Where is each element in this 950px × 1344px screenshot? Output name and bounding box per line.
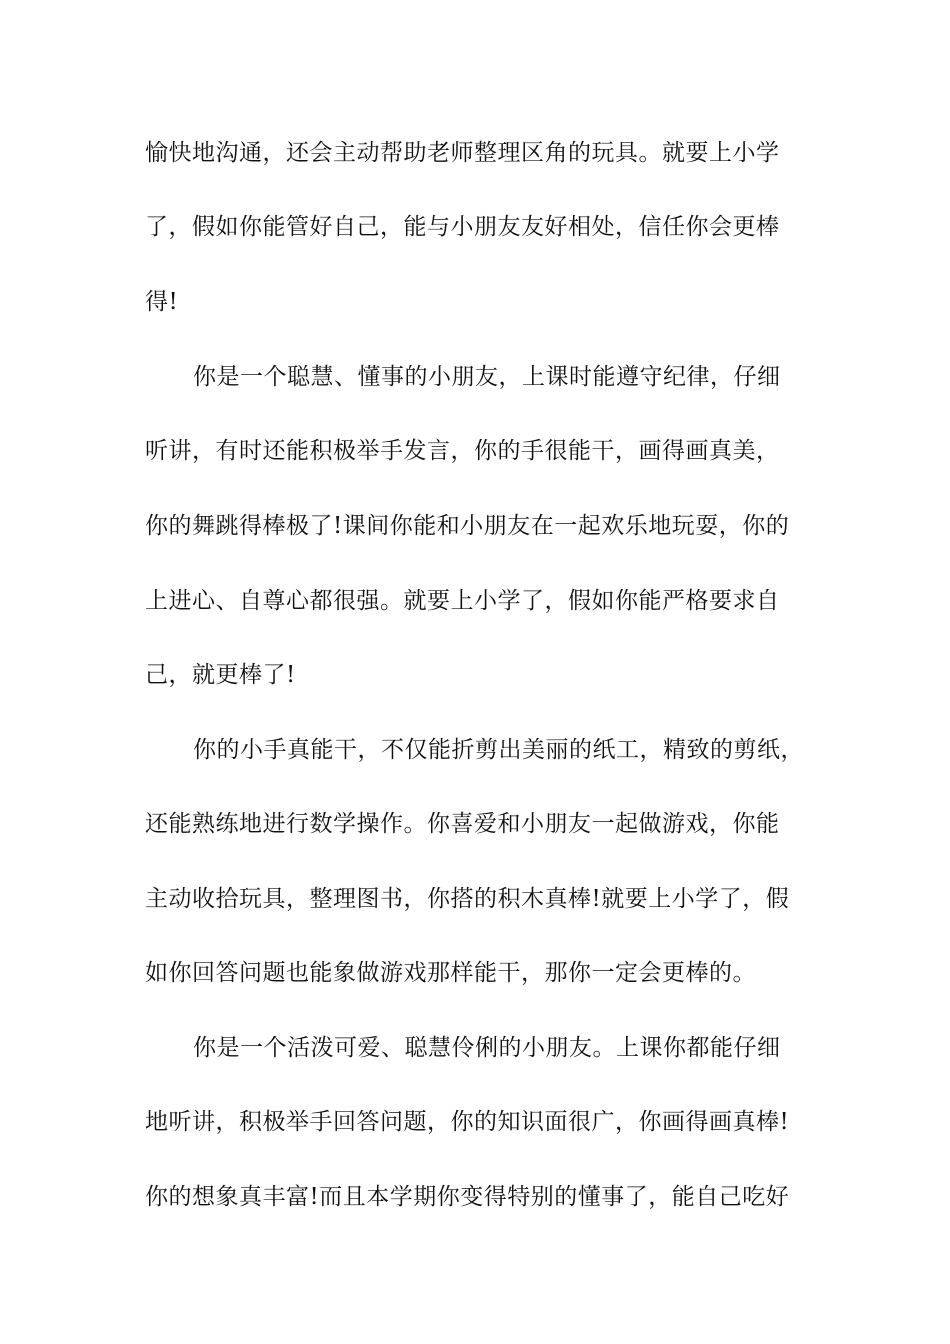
text-line: 得! (145, 289, 179, 315)
text-line: 你的舞跳得棒极了!课间你能和小朋友在一起欢乐地玩耍，你的 (145, 513, 790, 539)
text-line: 你的想象真丰富!而且本学期你变得特别的懂事了，能自己吃好 (145, 1184, 790, 1210)
text-line: 地听讲，积极举手回答问题，你的知识面很广，你画得画真棒! (145, 1109, 790, 1135)
text-line: 还能熟练地进行数学操作。你喜爱和小朋友一起做游戏，你能 (145, 811, 780, 837)
text-line: 己，就更棒了! (145, 662, 296, 688)
text-line: 如你回答问题也能象做游戏那样能干，那你一定会更棒的。 (145, 960, 756, 986)
text-line: 主动收拾玩具，整理图书，你搭的积木真棒!就要上小学了，假 (145, 886, 790, 912)
text-line: 上进心、自尊心都很强。就要上小学了，假如你能严格要求自 (145, 588, 780, 614)
paragraph-first-line: 你是一个活泼可爱、聪慧伶俐的小朋友。上课你都能仔细 (193, 1035, 781, 1061)
paragraph-first-line: 你的小手真能干，不仅能折剪出美丽的纸工，精致的剪纸， (193, 737, 804, 763)
text-line: 愉快地沟通，还会主动帮助老师整理区角的玩具。就要上小学 (145, 140, 780, 166)
paragraph-first-line: 你是一个聪慧、懂事的小朋友，上课时能遵守纪律，仔细 (193, 364, 781, 390)
text-line: 听讲，有时还能积极举手发言，你的手很能干，画得画真美， (145, 438, 780, 464)
text-line: 了，假如你能管好自己，能与小朋友友好相处，信任你会更棒 (145, 214, 780, 240)
